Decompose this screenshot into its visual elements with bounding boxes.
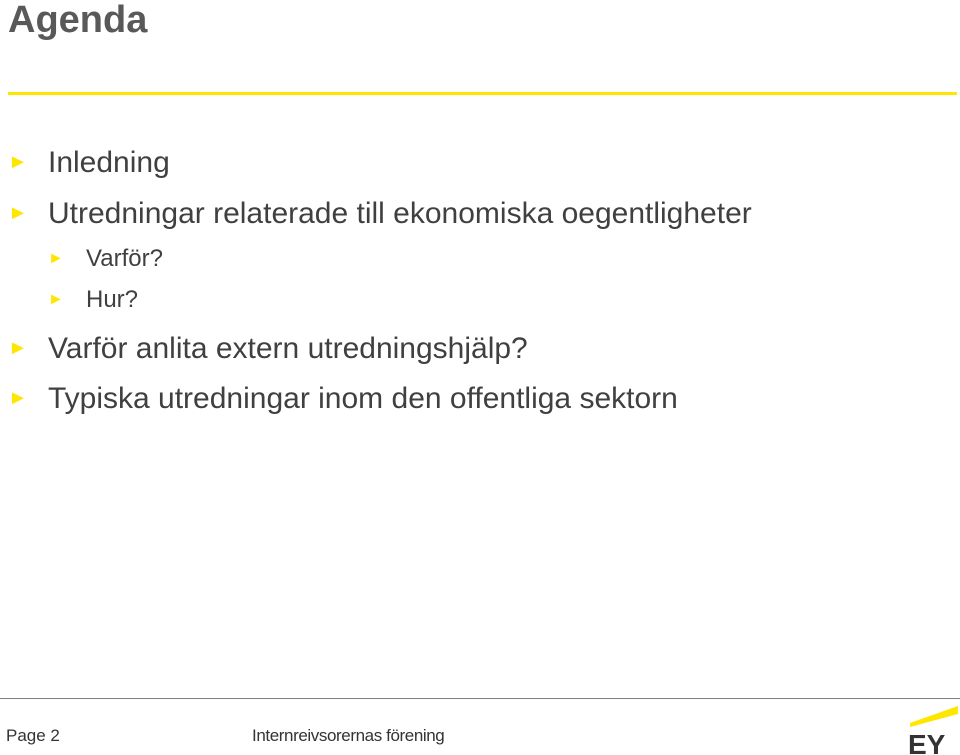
title-underline (8, 92, 957, 95)
agenda-item-text: Varför anlita extern utredningshjälp? (48, 332, 528, 365)
agenda-subitem-text: Hur? (86, 286, 139, 313)
agenda-item-text: Typiska utredningar inom den offentliga sektorn (48, 382, 678, 415)
agenda-subitem-text: Varför? (86, 245, 163, 272)
bullet-arrow-icon: ► (8, 337, 28, 359)
agenda-item-text: Inledning (48, 146, 170, 179)
footer-organization: Internreivsorernas förening (252, 726, 445, 745)
bullet-arrow-icon: ► (48, 291, 64, 308)
bullet-arrow-icon: ► (8, 387, 28, 409)
bullet-arrow-icon: ► (8, 202, 28, 224)
agenda-item-4 (8, 381, 678, 416)
agenda-item-2 (8, 196, 752, 231)
agenda-subitem-1 (48, 245, 163, 273)
bullet-arrow-icon: ► (48, 250, 64, 267)
agenda-item-1 (8, 145, 170, 180)
slide-title: Agenda (8, 0, 148, 41)
agenda-item-3 (8, 331, 528, 366)
page-number: Page 2 (6, 726, 60, 745)
logo-text: EY (908, 729, 946, 755)
agenda-subitem-2 (48, 286, 138, 314)
ey-logo-icon (906, 703, 960, 755)
bullet-arrow-icon: ► (8, 151, 28, 173)
footer-divider (0, 698, 960, 699)
agenda-item-text: Utredningar relaterade till ekonomiska oegentligheter (48, 197, 752, 230)
